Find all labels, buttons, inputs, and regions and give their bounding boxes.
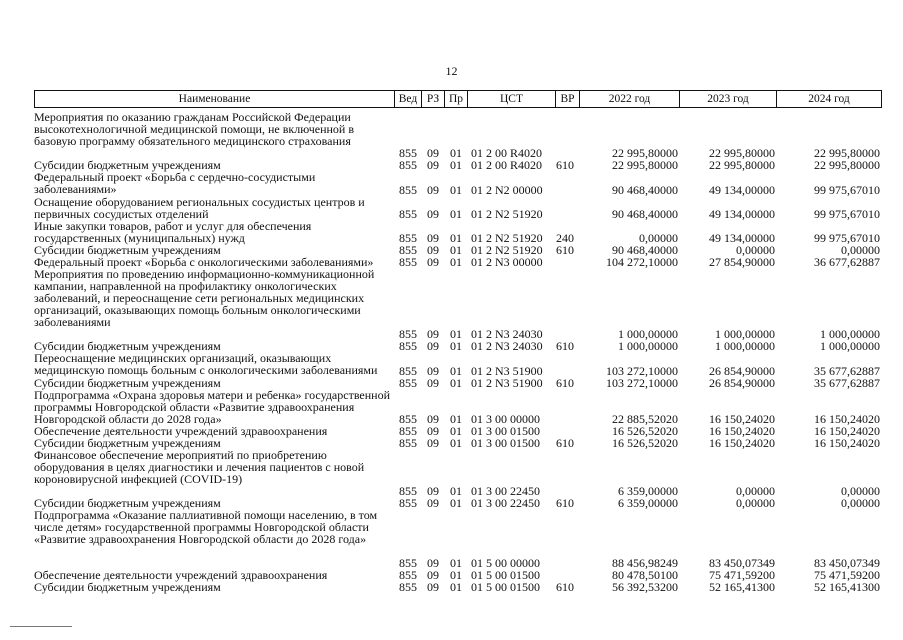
rz-cell: 09: [427, 556, 439, 570]
table-row: [34, 352, 882, 377]
rz-cell: 09: [427, 255, 439, 269]
table-row: [34, 220, 882, 244]
amount-2024: 16 150,24020: [814, 436, 880, 450]
amount-2023: 83 450,07349: [709, 556, 775, 570]
pr-cell: 01: [450, 376, 462, 390]
row-name: Финансовое обеспечение мероприятий по приобретению оборудования в целях диагностики и лечения пациентов с новой короновирусной инфекцией (COVID-19): [34, 448, 365, 486]
amount-2022: 6 359,00000: [618, 484, 678, 498]
cst-cell: 01 2 N3 00000: [471, 255, 543, 269]
vr-cell: 610: [556, 496, 574, 510]
row-name: Обеспечение деятельности учреждений здравоохранения: [34, 424, 328, 438]
header-rz: РЗ: [422, 91, 445, 107]
header-pr: Пр: [445, 91, 468, 107]
cst-cell: 01 2 N3 51900: [471, 376, 543, 390]
ved-cell: 855: [399, 556, 417, 570]
amount-2022: 80 478,50100: [612, 568, 678, 582]
ved-cell: 855: [399, 207, 417, 221]
amount-2023: 49 134,00000: [709, 207, 775, 221]
cst-cell: 01 2 N2 51920: [471, 207, 543, 221]
cst-cell: 01 2 N2 51920: [471, 243, 543, 257]
pr-cell: 01: [450, 255, 462, 269]
amount-2022: 103 272,10000: [606, 376, 678, 390]
amount-2022: 22 995,80000: [612, 146, 678, 160]
rz-cell: 09: [427, 412, 439, 426]
ved-cell: 855: [399, 496, 417, 510]
row-name: Подпрограмма «Охрана здоровья матери и ребенка» государственной программы Новгородской области «Развитие здравоохранения Новгородской области до 2028 года»: [34, 388, 391, 426]
footnote-divider: [10, 626, 72, 627]
ved-cell: 855: [399, 364, 417, 378]
rz-cell: 09: [427, 327, 439, 341]
vr-cell: 610: [556, 376, 574, 390]
amount-2022: 90 468,40000: [612, 243, 678, 257]
amount-2022: 90 468,40000: [612, 207, 678, 221]
cst-cell: 01 3 00 00000: [471, 412, 540, 426]
amount-2024: 22 995,80000: [814, 146, 880, 160]
row-name: Субсидии бюджетным учреждениям: [34, 243, 221, 257]
cst-cell: 01 2 N2 00000: [471, 183, 543, 197]
vr-cell: 610: [556, 243, 574, 257]
rz-cell: 09: [427, 207, 439, 221]
row-name: Переоснащение медицинских организаций, оказывающих медицинскую помощь больным с онкологическими заболеваниями: [34, 351, 378, 377]
rz-cell: 09: [427, 183, 439, 197]
cst-cell: 01 2 N3 51900: [471, 364, 543, 378]
amount-2022: 1 000,00000: [618, 327, 678, 341]
ved-cell: 855: [399, 436, 417, 450]
amount-2023: 22 995,80000: [709, 146, 775, 160]
table-row: [34, 509, 882, 569]
amount-2024: 99 975,67010: [814, 231, 880, 245]
pr-cell: 01: [450, 412, 462, 426]
row-name: Субсидии бюджетным учреждениям: [34, 339, 221, 353]
amount-2022: 88 456,98249: [612, 556, 678, 570]
amount-2022: 56 392,53200: [612, 580, 678, 594]
rz-cell: 09: [427, 158, 439, 172]
header-cst: ЦСТ: [468, 91, 556, 107]
header-2024: 2024 год: [808, 93, 850, 105]
pr-cell: 01: [450, 424, 462, 438]
row-name: Федеральный проект «Борьба с сердечно-сосудистыми заболеваниями»: [34, 170, 316, 196]
table-header: [34, 90, 882, 108]
amount-2022: 103 272,10000: [606, 364, 678, 378]
table-row: [34, 389, 882, 425]
vr-cell: 240: [556, 231, 574, 245]
ved-cell: 855: [399, 327, 417, 341]
amount-2024: 99 975,67010: [814, 183, 880, 197]
ved-cell: 855: [399, 183, 417, 197]
amount-2023: 26 854,90000: [709, 364, 775, 378]
amount-2024: 35 677,62887: [814, 364, 880, 378]
pr-cell: 01: [450, 158, 462, 172]
row-name: Мероприятия по оказанию гражданам Российской Федерации высокотехнологичной медицинской помощи, не включенной в базовую программу обязательного медицинского страхования: [34, 110, 355, 148]
header-name: Наименование: [35, 91, 395, 107]
amount-2022: 16 526,52020: [612, 436, 678, 450]
cst-cell: 01 3 00 22450: [471, 496, 540, 510]
cst-cell: 01 5 00 01500: [471, 568, 540, 582]
header-2022: 2022 год: [580, 91, 680, 107]
cst-cell: 01 2 N2 51920: [471, 231, 543, 245]
cst-cell: 01 3 00 22450: [471, 484, 540, 498]
rz-cell: 09: [427, 484, 439, 498]
rz-cell: 09: [427, 496, 439, 510]
pr-cell: 01: [450, 484, 462, 498]
row-name: Субсидии бюджетным учреждениям: [34, 580, 221, 594]
ved-cell: 855: [399, 412, 417, 426]
page-number: 12: [445, 64, 458, 78]
amount-2024: 52 165,41300: [814, 580, 880, 594]
ved-cell: 855: [399, 580, 417, 594]
amount-2024: 35 677,62887: [814, 376, 880, 390]
amount-2022: 16 526,52020: [612, 424, 678, 438]
header-2023: 2023 год: [680, 91, 777, 107]
cst-cell: 01 2 N3 24030: [471, 339, 543, 353]
cst-cell: 01 5 00 01500: [471, 580, 540, 594]
pr-cell: 01: [450, 436, 462, 450]
table-row: [34, 196, 882, 220]
row-name: Подпрограмма «Оказание паллиативной помощи населению, в том числе детям» государственной программы Новгородской области «Развитие здравоохранения Новгородской области до 2028 года»: [34, 508, 378, 546]
amount-2023: 16 150,24020: [709, 412, 775, 426]
amount-2023: 75 471,59200: [709, 568, 775, 582]
budget-table: [34, 90, 882, 594]
pr-cell: 01: [450, 183, 462, 197]
amount-2023: 16 150,24020: [709, 436, 775, 450]
vr-cell: 610: [556, 580, 574, 594]
amount-2023: 1 000,00000: [715, 327, 775, 341]
row-name: Субсидии бюджетным учреждениям: [34, 436, 221, 450]
table-row: [34, 171, 882, 196]
table-row: [34, 268, 882, 340]
amount-2024: 1 000,00000: [820, 339, 880, 353]
amount-2024: 0,00000: [841, 243, 880, 257]
header-vr: ВР: [556, 91, 580, 107]
pr-cell: 01: [450, 364, 462, 378]
pr-cell: 01: [450, 231, 462, 245]
amount-2023: 52 165,41300: [709, 580, 775, 594]
amount-2022: 0,00000: [639, 231, 678, 245]
ved-cell: 855: [399, 339, 417, 353]
table-row: [34, 111, 882, 159]
rz-cell: 09: [427, 364, 439, 378]
ved-cell: 855: [399, 424, 417, 438]
pr-cell: 01: [450, 556, 462, 570]
amount-2024: 99 975,67010: [814, 207, 880, 221]
cst-cell: 01 3 00 01500: [471, 424, 540, 438]
row-name: Обеспечение деятельности учреждений здравоохранения: [34, 568, 328, 582]
cst-cell: 01 2 00 R4020: [471, 146, 543, 160]
rz-cell: 09: [427, 231, 439, 245]
amount-2022: 104 272,10000: [606, 255, 678, 269]
amount-2023: 49 134,00000: [709, 183, 775, 197]
amount-2024: 0,00000: [841, 484, 880, 498]
amount-2022: 22 885,52020: [612, 412, 678, 426]
rz-cell: 09: [427, 146, 439, 160]
amount-2024: 22 995,80000: [814, 158, 880, 172]
rz-cell: 09: [427, 568, 439, 582]
amount-2023: 16 150,24020: [709, 424, 775, 438]
amount-2024: 1 000,00000: [820, 327, 880, 341]
amount-2023: 49 134,00000: [709, 231, 775, 245]
table-row: [34, 581, 882, 593]
pr-cell: 01: [450, 327, 462, 341]
rz-cell: 09: [427, 339, 439, 353]
pr-cell: 01: [450, 580, 462, 594]
ved-cell: 855: [399, 255, 417, 269]
table-row: [34, 449, 882, 497]
ved-cell: 855: [399, 568, 417, 582]
pr-cell: 01: [450, 568, 462, 582]
ved-cell: 855: [399, 231, 417, 245]
amount-2024: 0,00000: [841, 496, 880, 510]
pr-cell: 01: [450, 207, 462, 221]
ved-cell: 855: [399, 158, 417, 172]
pr-cell: 01: [450, 146, 462, 160]
rz-cell: 09: [427, 424, 439, 438]
row-name: Мероприятия по проведению информационно-коммуникационной кампании, направленной на профилактику онкологических заболеваний, и переоснащение сети региональных медицинских организаций, оказывающих помощь больным онкологическими заболеваниями: [34, 267, 375, 329]
cst-cell: 01 5 00 00000: [471, 556, 540, 570]
amount-2022: 6 359,00000: [618, 496, 678, 510]
cst-cell: 01 3 00 01500: [471, 436, 540, 450]
ved-cell: 855: [399, 243, 417, 257]
row-name: Субсидии бюджетным учреждениям: [34, 158, 221, 172]
amount-2023: 27 854,90000: [709, 255, 775, 269]
amount-2023: 0,00000: [736, 496, 775, 510]
rz-cell: 09: [427, 436, 439, 450]
amount-2023: 0,00000: [736, 243, 775, 257]
amount-2022: 1 000,00000: [618, 339, 678, 353]
amount-2024: 16 150,24020: [814, 412, 880, 426]
ved-cell: 855: [399, 484, 417, 498]
amount-2024: 83 450,07349: [814, 556, 880, 570]
amount-2024: 16 150,24020: [814, 424, 880, 438]
pr-cell: 01: [450, 243, 462, 257]
rz-cell: 09: [427, 376, 439, 390]
header-ved: Вед: [395, 91, 422, 107]
amount-2022: 90 468,40000: [612, 183, 678, 197]
row-name: Оснащение оборудованием региональных сосудистых центров и первичных сосудистых отделений: [34, 195, 365, 221]
amount-2024: 36 677,62887: [814, 255, 880, 269]
amount-2023: 1 000,00000: [715, 339, 775, 353]
row-name: Федеральный проект «Борьба с онкологическими заболеваниями»: [34, 255, 374, 269]
vr-cell: 610: [556, 339, 574, 353]
rz-cell: 09: [427, 243, 439, 257]
pr-cell: 01: [450, 496, 462, 510]
ved-cell: 855: [399, 376, 417, 390]
amount-2024: 75 471,59200: [814, 568, 880, 582]
cst-cell: 01 2 00 R4020: [471, 158, 543, 172]
amount-2023: 22 995,80000: [709, 158, 775, 172]
rz-cell: 09: [427, 580, 439, 594]
ved-cell: 855: [399, 146, 417, 160]
cst-cell: 01 2 N3 24030: [471, 327, 543, 341]
amount-2022: 22 995,80000: [612, 158, 678, 172]
row-name: Субсидии бюджетным учреждениям: [34, 496, 221, 510]
row-name: Субсидии бюджетным учреждениям: [34, 376, 221, 390]
row-name: Иные закупки товаров, работ и услуг для обеспечения государственных (муниципальных) нужд: [34, 219, 312, 245]
vr-cell: 610: [556, 436, 574, 450]
amount-2023: 26 854,90000: [709, 376, 775, 390]
pr-cell: 01: [450, 339, 462, 353]
vr-cell: 610: [556, 158, 574, 172]
amount-2023: 0,00000: [736, 484, 775, 498]
